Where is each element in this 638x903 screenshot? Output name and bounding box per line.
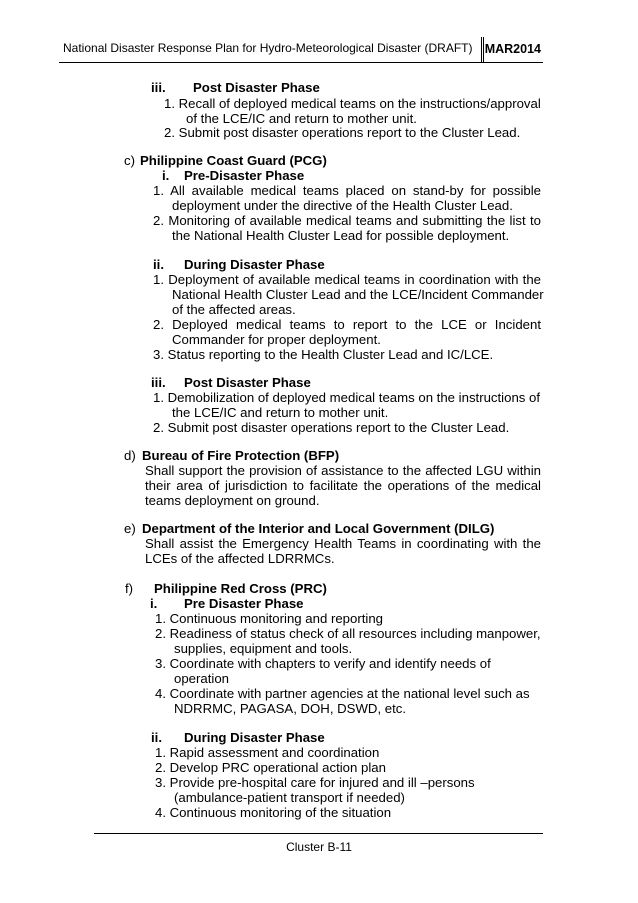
list-item-cont: of the affected areas. <box>172 302 296 317</box>
list-item: 4. Coordinate with partner agencies at the national level such as <box>155 686 530 701</box>
list-item-cont: NDRRMC, PAGASA, DOH, DSWD, etc. <box>174 701 407 716</box>
section-title: Philippine Red Cross (PRC) <box>154 581 327 596</box>
list-item: 1. Rapid assessment and coordination <box>155 745 380 760</box>
list-item: 2. Deployed medical teams to report to the LCE or Incident <box>153 317 541 332</box>
list-item: 2. Develop PRC operational action plan <box>155 760 386 775</box>
phase-number: ii. <box>153 257 164 272</box>
list-item: 3. Provide pre-hospital care for injured and ill –persons <box>155 775 475 790</box>
list-item: 1. Recall of deployed medical teams on the instructions/approval <box>164 96 541 111</box>
section-title: Philippine Coast Guard (PCG) <box>140 153 327 168</box>
section-label: e) <box>124 521 136 536</box>
section-title: Bureau of Fire Protection (BFP) <box>142 448 340 463</box>
list-item: 1. Deployment of available medical teams in coordination with the <box>153 272 541 287</box>
list-item-cont: Commander for proper deployment. <box>172 332 381 347</box>
paragraph-line: teams deployment on ground. <box>145 493 320 508</box>
list-item: 4. Continuous monitoring of the situation <box>155 805 392 820</box>
phase-title: Post Disaster Phase <box>184 375 311 390</box>
page-header <box>59 37 543 63</box>
list-item: 3. Status reporting to the Health Cluster Lead and IC/LCE. <box>153 347 494 362</box>
paragraph-line: their area of jurisdiction to facilitate the operations of the medical <box>145 478 541 493</box>
header-code: MAR2014 <box>481 37 543 62</box>
list-item-cont: (ambulance-patient transport if needed) <box>174 790 405 805</box>
phase-number: i. <box>162 168 170 183</box>
list-item: 2. Submit post disaster operations report to the Cluster Lead. <box>153 420 510 435</box>
phase-title: Pre-Disaster Phase <box>184 168 305 183</box>
section-title: Department of the Interior and Local Government (DILG) <box>142 521 495 536</box>
list-item-cont: deployment under the directive of the Health Cluster Lead. <box>172 198 513 213</box>
phase-title: Post Disaster Phase <box>193 80 320 95</box>
page-footer: Cluster B-11 <box>286 840 352 854</box>
list-item: 2. Readiness of status check of all resources including manpower, <box>155 626 541 641</box>
paragraph-line: Shall assist the Emergency Health Teams in coordinating with the <box>145 536 541 551</box>
list-item-cont: National Health Cluster Lead and the LCE/Incident Commander <box>172 287 544 302</box>
list-item: 2. Monitoring of available medical teams and submitting the list to <box>153 213 541 228</box>
phase-number: i. <box>150 596 158 611</box>
phase-title: Pre Disaster Phase <box>184 596 304 611</box>
list-item: 2. Submit post disaster operations report to the Cluster Lead. <box>164 125 521 140</box>
list-item: 1. All available medical teams placed on stand-by for possible <box>153 183 541 198</box>
header-title: National Disaster Response Plan for Hydro-Meteorological Disaster (DRAFT) <box>63 41 473 55</box>
section-label: c) <box>124 153 135 168</box>
list-item-cont: of the LCE/IC and return to mother unit. <box>186 111 417 126</box>
list-item-cont: the LCE/IC and return to mother unit. <box>172 405 389 420</box>
phase-number: iii. <box>151 80 166 95</box>
list-item: 1. Demobilization of deployed medical teams on the instructions of <box>153 390 541 405</box>
paragraph-line: LCEs of the affected LDRRMCs. <box>145 551 335 566</box>
list-item-cont: supplies, equipment and tools. <box>174 641 353 656</box>
list-item: 3. Coordinate with chapters to verify and identify needs of <box>155 656 491 671</box>
section-label: d) <box>124 448 136 463</box>
list-item-cont: the National Health Cluster Lead for possible deployment. <box>172 228 510 243</box>
list-item-cont: operation <box>174 671 229 686</box>
footer-divider <box>94 833 543 834</box>
phase-number: ii. <box>151 730 162 745</box>
paragraph-line: Shall support the provision of assistance to the affected LGU within <box>145 463 541 478</box>
phase-number: iii. <box>151 375 166 390</box>
section-label: f) <box>125 581 134 596</box>
phase-title: During Disaster Phase <box>184 730 325 745</box>
phase-title: During Disaster Phase <box>184 257 325 272</box>
list-item: 1. Continuous monitoring and reporting <box>155 611 383 626</box>
